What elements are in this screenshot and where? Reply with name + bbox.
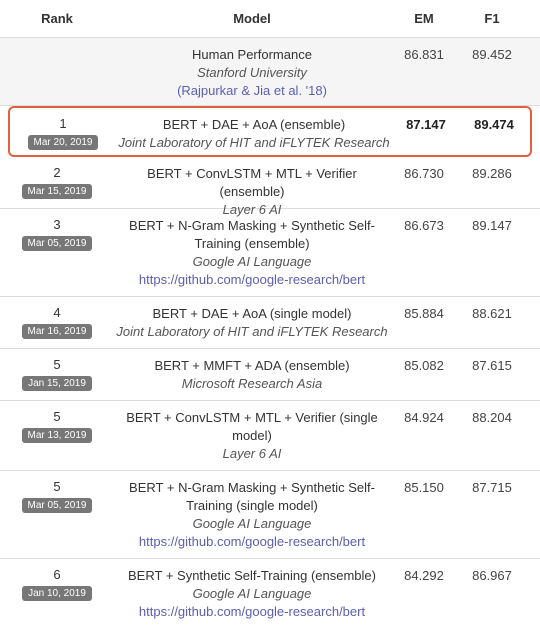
table-row[interactable]: [8, 106, 532, 157]
table-row[interactable]: [0, 471, 540, 559]
f1-score: 89.286: [472, 166, 512, 181]
model-org: Joint Laboratory of HIT and iFLYTEK Research: [118, 135, 390, 150]
em-score: 84.292: [404, 568, 444, 583]
rank-cell: [10, 108, 116, 150]
rank-number: 5: [53, 479, 61, 494]
header-model[interactable]: Model: [233, 11, 271, 26]
table-row[interactable]: [0, 209, 540, 297]
date-badge: Mar 05, 2019: [22, 498, 93, 513]
header-rank[interactable]: Rank: [41, 11, 73, 26]
f1-score: 86.967: [472, 568, 512, 583]
f1-score: 89.474: [474, 117, 514, 132]
model-org: Google AI Language: [192, 586, 312, 601]
em-score: 86.673: [404, 218, 444, 233]
f1-score: 87.715: [472, 480, 512, 495]
model-name: BERT + ConvLSTM + MTL + Verifier (ensemble): [147, 166, 357, 199]
citation-link[interactable]: (Rajpurkar & Jia et al. '18): [177, 83, 327, 98]
model-cell: [114, 297, 390, 341]
f1-score: 89.147: [472, 218, 512, 233]
rank-cell: [0, 157, 114, 199]
date-badge: Mar 05, 2019: [22, 236, 93, 251]
model-cell: [114, 401, 390, 463]
model-org: Google AI Language: [192, 516, 312, 531]
f1-score: 88.204: [472, 410, 512, 425]
em-score: 87.147: [406, 117, 446, 132]
header-f1[interactable]: F1: [484, 11, 500, 26]
rank-cell: [0, 349, 114, 391]
model-org: Google AI Language: [192, 254, 312, 269]
github-link[interactable]: https://github.com/google-research/bert: [138, 534, 366, 549]
rank-cell: [0, 471, 114, 513]
model-cell: [114, 471, 390, 551]
date-badge: Mar 15, 2019: [22, 184, 93, 199]
model-name: BERT + Synthetic Self-Training (ensemble): [128, 568, 376, 583]
model-name: BERT + ConvLSTM + MTL + Verifier (single model): [126, 410, 378, 443]
em-score: 86.730: [404, 166, 444, 181]
human-rank-cell: [0, 38, 114, 46]
table-header: [0, 0, 540, 38]
date-badge: Mar 20, 2019: [28, 135, 99, 150]
table-row[interactable]: [0, 559, 540, 625]
model-name: BERT + DAE + AoA (single model): [152, 306, 352, 321]
date-badge: Jan 15, 2019: [22, 376, 92, 391]
model-cell: [116, 108, 392, 152]
rank-cell: [0, 297, 114, 339]
em-score: 84.924: [404, 410, 444, 425]
model-cell: [114, 349, 390, 393]
em-score: 85.082: [404, 358, 444, 373]
model-cell: [114, 559, 390, 621]
em-score: 85.150: [404, 480, 444, 495]
table-row[interactable]: [0, 349, 540, 401]
rank-number: 1: [59, 116, 67, 131]
rank-cell: [0, 559, 114, 601]
human-performance-row: [0, 38, 540, 106]
header-em[interactable]: EM: [414, 11, 434, 26]
github-link[interactable]: https://github.com/google-research/bert: [138, 604, 366, 619]
f1-score: 88.621: [472, 306, 512, 321]
rank-number: 6: [53, 567, 61, 582]
table-row[interactable]: [0, 297, 540, 349]
table-row[interactable]: [0, 401, 540, 471]
model-org: Stanford University: [197, 65, 307, 80]
model-name: BERT + N-Gram Masking + Synthetic Self-Training (ensemble): [129, 218, 375, 251]
date-badge: Jan 10, 2019: [22, 586, 92, 601]
rank-number: 4: [53, 305, 61, 320]
rank-cell: [0, 209, 114, 251]
f1-score: 87.615: [472, 358, 512, 373]
rank-number: 5: [53, 357, 61, 372]
model-name: BERT + MMFT + ADA (ensemble): [154, 358, 350, 373]
table-row[interactable]: [0, 157, 540, 217]
model-name: BERT + DAE + AoA (ensemble): [162, 117, 346, 132]
model-name: Human Performance: [192, 47, 312, 62]
github-link[interactable]: https://github.com/google-research/bert: [138, 272, 366, 287]
rank-cell: [0, 401, 114, 443]
model-org: Layer 6 AI: [222, 446, 282, 461]
model-name: BERT + N-Gram Masking + Synthetic Self-Training (single model): [129, 480, 375, 513]
human-model-cell: [114, 38, 390, 100]
rank-number: 2: [53, 165, 61, 180]
em-score: 86.831: [404, 47, 444, 62]
rank-number: 3: [53, 217, 61, 232]
em-score: 85.884: [404, 306, 444, 321]
f1-score: 89.452: [472, 47, 512, 62]
rank-number: 5: [53, 409, 61, 424]
model-org: Layer 6 AI: [222, 202, 282, 217]
model-org: Joint Laboratory of HIT and iFLYTEK Research: [116, 324, 388, 339]
model-org: Microsoft Research Asia: [181, 376, 323, 391]
date-badge: Mar 16, 2019: [22, 324, 93, 339]
model-cell: [114, 209, 390, 289]
date-badge: Mar 13, 2019: [22, 428, 93, 443]
